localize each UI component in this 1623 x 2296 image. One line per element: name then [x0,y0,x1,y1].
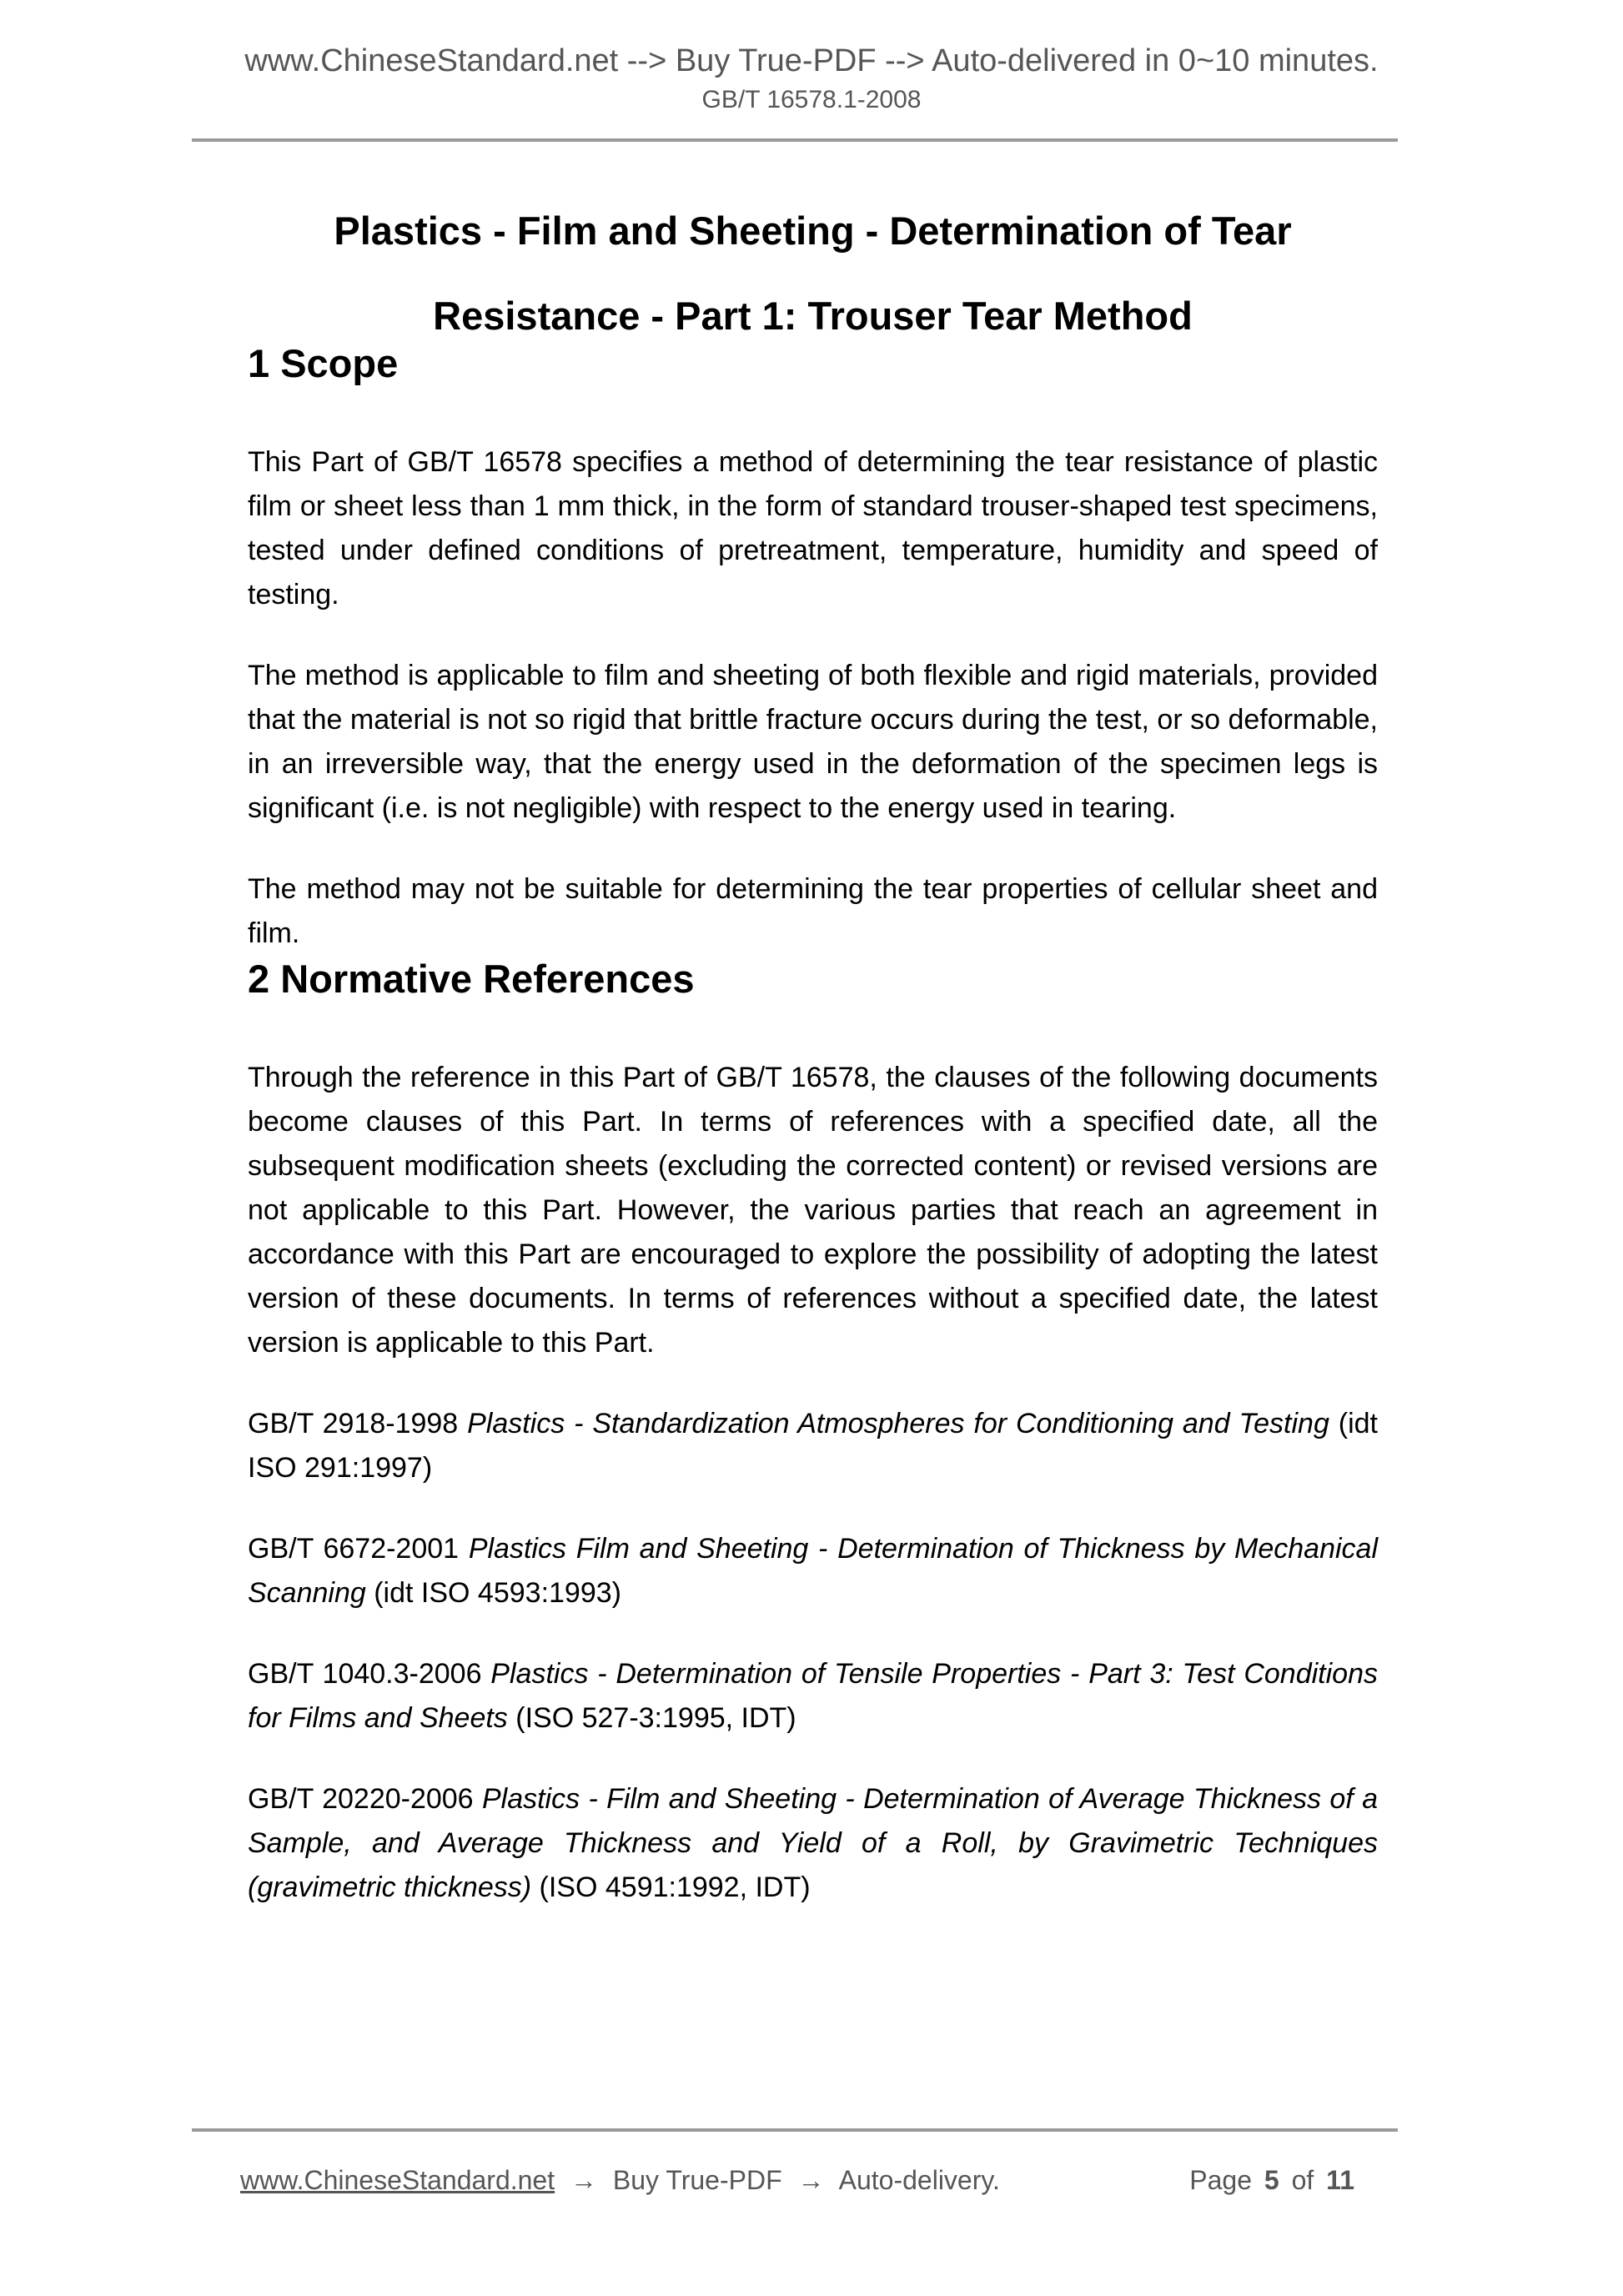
scope-paragraph-3: The method may not be suitable for determining the tear properties of cellular sheet and film. [248,873,1378,949]
reference-title: Plastics - Standardization Atmospheres for Conditioning and Testing [467,1408,1329,1439]
header-standard-number: GB/T 16578.1-2008 [701,86,922,113]
document-title-line-1: Plastics - Film and Sheeting - Determination of Tear [334,208,1292,253]
header-divider [192,138,1398,142]
section-heading-scope: 1 Scope [248,341,399,385]
reference-suffix: (ISO 4591:1992, IDT) [539,1871,811,1903]
of-label: of [1291,2165,1314,2195]
footer-buy-text: Buy True-PDF [612,2165,782,2195]
page-footer [0,2128,1623,2196]
reference-code: GB/T 6672-2001 [248,1533,460,1565]
page-indicator [1189,2165,1359,2196]
reference-suffix: (idt ISO 291:1997) [248,1408,1378,1484]
reference-title: Plastics - Determination of Tensile Properties - Part 3: Test Conditions for Films and Sheets [248,1658,1378,1734]
right-arrow-icon: → [570,2165,597,2195]
page-header [0,0,1623,142]
current-page-number: 5 [1264,2165,1279,2195]
document-title [248,207,1378,340]
reference-title: Plastics Film and Sheeting - Determination of Thickness by Mechanical Scanning [248,1533,1378,1609]
reference-item-3 [248,1652,1378,1741]
reference-code: GB/T 2918-1998 [248,1408,459,1439]
reference-suffix: (idt ISO 4593:1993) [374,1577,621,1609]
normative-intro-paragraph: Through the reference in this Part of GB/T 16578, the clauses of the following documents become clauses of this Part. In terms of references with a specified date, all the subsequent modification sheets (excluding the corrected content) or revised versions are not applicable to this Part. However, the various parties that reach an agreement in accordance with this Part are encouraged to explore the possibility of adopting the latest version of these documents. In terms of references without a specified date, the latest version is applicable to this Part. [248,1062,1378,1359]
reference-code: GB/T 1040.3-2006 [248,1658,482,1690]
reference-item-2 [248,1527,1378,1615]
total-page-count: 11 [1326,2165,1354,2195]
footer-divider [192,2128,1398,2132]
reference-suffix: (ISO 527-3:1995, IDT) [515,1702,796,1734]
reference-code: GB/T 20220-2006 [248,1783,474,1815]
reference-item-1 [248,1402,1378,1490]
footer-watermark [240,2165,1000,2196]
reference-item-4 [248,1777,1378,1910]
reference-title: Plastics - Film and Sheeting - Determination of Average Thickness of a Sample, and Average Thickness and Yield of a Roll, by Gravimetric Techniques (gravimetric thickness) [248,1783,1378,1903]
scope-paragraph-2: The method is applicable to film and sheeting of both flexible and rigid materials, provided that the material is not so rigid that brittle fracture occurs during the test, or so deformable, in an irreversible way, that the energy used in the deformation of the specimen legs is significant (i.e. is not negligible) with respect to the energy used in tearing. [248,660,1378,824]
header-watermark-text: www.ChineseStandard.net --> Buy True-PDF --> Auto-delivered in 0~10 minutes. [244,43,1379,78]
footer-site-link[interactable]: www.ChineseStandard.net [240,2165,555,2195]
document-title-line-2: Resistance - Part 1: Trouser Tear Method [433,294,1193,338]
document-body [0,207,1623,1910]
page-label: Page [1189,2165,1253,2195]
footer-delivery-text: Auto-delivery. [838,2165,1000,2195]
right-arrow-icon: → [797,2165,825,2195]
section-heading-normative-references: 2 Normative References [248,957,695,1001]
footer-row [240,2165,1359,2196]
scope-paragraph-1: This Part of GB/T 16578 specifies a method of determining the tear resistance of plastic film or sheet less than 1 mm thick, in the form of standard trouser-shaped test specimens, tested under defined conditions of pretreatment, temperature, humidity and speed of testing. [248,446,1378,610]
